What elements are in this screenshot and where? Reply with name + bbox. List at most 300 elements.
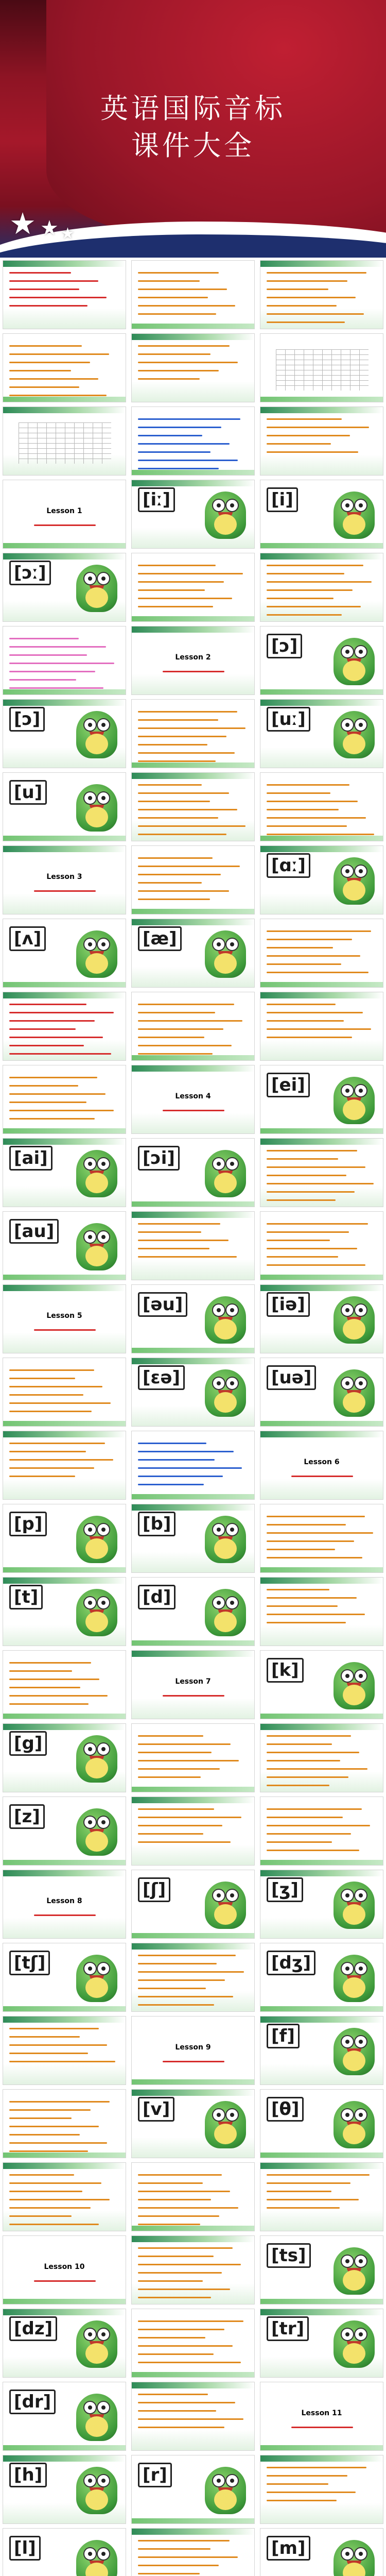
text-line (138, 2337, 205, 2338)
phonetic-table (276, 349, 369, 391)
text-line (267, 1223, 368, 1225)
dinosaur-mascot-icon (334, 1369, 375, 1417)
text-line (267, 1752, 359, 1753)
text-line (138, 801, 210, 802)
dinosaur-mascot-icon (76, 711, 117, 758)
phonetic-symbol: [uə] (267, 1365, 316, 1390)
text-line (267, 1240, 330, 1241)
slide-thumbnail[interactable] (260, 1870, 383, 1939)
text-line (267, 1020, 344, 1022)
text-line (267, 1825, 370, 1826)
lesson-heading: Lesson 2 (175, 653, 211, 662)
text-line (138, 784, 202, 786)
text-line (138, 1963, 217, 1964)
slide-thumbnail[interactable] (260, 1943, 383, 2012)
phonetic-symbol: [t] (9, 1585, 43, 1609)
text-line (138, 2345, 233, 2347)
text-line (138, 1825, 222, 1826)
lesson-heading: Lesson 5 (46, 1312, 82, 1320)
phonetic-symbol: [h] (9, 2463, 47, 2487)
slide-thumbnail[interactable] (260, 1065, 383, 1134)
dinosaur-mascot-icon (334, 1955, 375, 2002)
slide-thumbnail[interactable] (131, 2162, 255, 2231)
dinosaur-mascot-icon (205, 1882, 246, 1929)
text-line (138, 2199, 211, 2200)
slide-thumbnail[interactable] (3, 1870, 126, 1939)
text-line (138, 1752, 212, 1753)
slide-thumbnail[interactable] (131, 2528, 255, 2576)
slide-thumbnail[interactable] (3, 1065, 126, 1134)
text-line (9, 1703, 89, 1705)
text-line (138, 2182, 203, 2184)
slide-thumbnail[interactable] (260, 1138, 383, 1207)
text-line (267, 427, 369, 428)
text-line (267, 1183, 374, 1184)
slide-thumbnail[interactable] (3, 2162, 126, 2231)
slide-thumbnail[interactable] (260, 1211, 383, 1280)
text-line (9, 395, 107, 396)
slide-thumbnail[interactable] (3, 2016, 126, 2085)
dinosaur-mascot-icon (334, 2247, 375, 2295)
text-line (138, 736, 226, 737)
cover-title-line1: 英语国际音标 (100, 92, 286, 125)
lesson-heading: Lesson 7 (175, 1677, 211, 1686)
lesson-heading: Lesson 1 (46, 507, 82, 515)
slide-thumbnail[interactable] (260, 919, 383, 988)
dinosaur-mascot-icon (76, 1589, 117, 1636)
text-line (267, 1166, 365, 1168)
dinosaur-mascot-icon (334, 1882, 375, 1929)
phonetic-symbol: [æ] (138, 926, 182, 951)
text-line (138, 443, 230, 445)
text-line (138, 2224, 200, 2225)
dinosaur-mascot-icon (205, 1296, 246, 1344)
text-line (9, 386, 79, 388)
slide-thumbnail[interactable] (260, 2089, 383, 2158)
text-line (267, 1231, 349, 1233)
phonetic-symbol: [d] (138, 1585, 176, 1609)
slide-thumbnail[interactable] (3, 480, 126, 549)
phonetic-symbol: [p] (9, 1512, 47, 1536)
dinosaur-mascot-icon (334, 2028, 375, 2075)
star-icon: ★ (9, 206, 36, 241)
slide-thumbnail[interactable] (131, 1650, 255, 1719)
text-line (138, 1808, 214, 1810)
lesson-heading: Lesson 9 (175, 2043, 211, 2052)
slide-thumbnail[interactable] (3, 2528, 126, 2576)
text-line (138, 1484, 204, 1485)
text-line (267, 1158, 338, 1160)
slide-thumbnail[interactable] (3, 1504, 126, 1573)
slide-thumbnail[interactable] (260, 1797, 383, 1866)
star-icon: ★ (40, 216, 59, 240)
phonetic-symbol: [ɑː] (267, 853, 310, 878)
slide-thumbnail[interactable] (131, 260, 255, 329)
slide-thumbnail[interactable] (131, 1723, 255, 1792)
text-line (138, 2174, 222, 2176)
text-line (9, 2191, 82, 2192)
text-line (267, 598, 334, 599)
text-line (138, 1476, 223, 1477)
text-line (138, 427, 221, 428)
slide-thumbnail[interactable] (3, 1797, 126, 1866)
text-line (34, 890, 96, 892)
text-line (138, 573, 243, 574)
lesson-heading: Lesson 11 (301, 2409, 342, 2417)
phonetic-symbol: [l] (9, 2536, 41, 2561)
text-line (267, 1735, 351, 1737)
text-line (9, 1467, 94, 1469)
text-line (267, 2199, 359, 2200)
slide-thumbnail[interactable] (131, 699, 255, 768)
text-line (138, 313, 216, 315)
slide-thumbnail[interactable] (260, 699, 383, 768)
slide-thumbnail[interactable] (131, 1211, 255, 1280)
slide-thumbnail[interactable] (131, 1065, 255, 1134)
slide-thumbnail[interactable] (131, 333, 255, 402)
slide-thumbnail[interactable] (131, 1870, 255, 1939)
dinosaur-mascot-icon (205, 930, 246, 978)
text-line (9, 1679, 99, 1680)
text-line (138, 857, 213, 859)
text-line (138, 589, 205, 591)
text-line (9, 1476, 75, 1477)
phonetic-symbol: [ʌ] (9, 926, 46, 951)
phonetic-symbol: [m] (267, 2536, 310, 2561)
text-line (138, 1012, 215, 1013)
text-line (267, 1817, 343, 1818)
slide-thumbnail[interactable] (260, 2235, 383, 2304)
text-line (138, 598, 232, 599)
slide-thumbnail[interactable] (260, 553, 383, 622)
slide-thumbnail[interactable] (260, 992, 383, 1061)
text-line (138, 1817, 241, 1818)
slide-thumbnail[interactable] (3, 2382, 126, 2451)
slide-thumbnail[interactable] (3, 1284, 126, 1353)
slide-thumbnail[interactable] (260, 406, 383, 476)
text-line (9, 1662, 91, 1664)
text-line (34, 1329, 96, 1331)
text-line (138, 1768, 220, 1770)
slide-thumbnail[interactable] (131, 1504, 255, 1573)
text-line (9, 1118, 95, 1120)
text-line (138, 2207, 238, 2209)
slide-thumbnail[interactable] (260, 626, 383, 695)
dinosaur-mascot-icon (76, 2467, 117, 2514)
slide-thumbnail[interactable] (260, 480, 383, 549)
text-line (138, 890, 229, 892)
slide-thumbnail[interactable] (131, 2235, 255, 2304)
text-line (9, 2126, 99, 2127)
text-line (138, 719, 218, 721)
text-line (267, 809, 339, 810)
slide-thumbnail[interactable] (260, 2309, 383, 2378)
slide-thumbnail[interactable] (3, 699, 126, 768)
text-line (138, 1776, 201, 1778)
slide-thumbnail[interactable] (260, 2016, 383, 2085)
slide-thumbnail[interactable] (3, 2309, 126, 2378)
text-line (138, 1979, 225, 1981)
slide-thumbnail[interactable] (131, 1797, 255, 1866)
slide-thumbnail[interactable] (260, 2528, 383, 2576)
slide-thumbnail[interactable] (3, 1358, 126, 1427)
text-line (163, 2061, 224, 2062)
text-line (138, 2215, 219, 2217)
text-line (9, 1101, 86, 1103)
slide-thumbnail[interactable] (3, 1650, 126, 1719)
slide-thumbnail[interactable] (3, 1138, 126, 1207)
dinosaur-mascot-icon (334, 638, 375, 685)
text-line (138, 817, 218, 819)
slide-thumbnail[interactable] (3, 1577, 126, 1646)
text-line (138, 1256, 237, 1258)
text-line (138, 289, 227, 290)
text-line (138, 468, 219, 469)
text-line (267, 2207, 340, 2209)
text-line (138, 1240, 229, 1241)
dinosaur-mascot-icon (205, 492, 246, 539)
text-line (9, 2215, 72, 2217)
text-line (138, 1760, 239, 1761)
text-line (9, 2109, 91, 2111)
phonetic-symbol: [ɔ] (9, 707, 45, 732)
text-line (267, 1785, 329, 1786)
slide-thumbnail[interactable] (3, 406, 126, 476)
text-line (138, 1988, 206, 1989)
text-line (267, 1850, 359, 1851)
text-line (267, 305, 337, 307)
text-line (138, 581, 224, 583)
slide-thumbnail[interactable] (260, 2455, 383, 2524)
text-line (267, 817, 366, 819)
slide-thumbnail[interactable] (260, 1577, 383, 1646)
phonetic-symbol: [b] (138, 1512, 176, 1536)
text-line (138, 1223, 220, 1225)
slide-thumbnail[interactable] (3, 626, 126, 695)
text-line (138, 1743, 231, 1745)
slide-thumbnail[interactable] (3, 1431, 126, 1500)
text-line (267, 1028, 371, 1030)
phonetic-symbol: [ɔː] (9, 561, 51, 585)
slide-thumbnail[interactable] (260, 333, 383, 402)
slide-thumbnail[interactable] (3, 1943, 126, 2012)
slide-thumbnail[interactable] (3, 2089, 126, 2158)
text-line (138, 362, 238, 363)
phonetic-symbol: [dz] (9, 2316, 57, 2341)
text-line (267, 1175, 346, 1176)
slide-thumbnail[interactable] (131, 553, 255, 622)
dinosaur-mascot-icon (334, 857, 375, 905)
text-line (9, 1045, 84, 1046)
text-line (267, 930, 371, 932)
text-line (267, 2500, 337, 2501)
slide-thumbnail[interactable] (3, 553, 126, 622)
slide-thumbnail[interactable] (131, 1138, 255, 1207)
dinosaur-mascot-icon (76, 784, 117, 832)
text-line (267, 418, 342, 420)
dinosaur-mascot-icon (205, 1150, 246, 1197)
text-line (267, 1540, 354, 1542)
slide-thumbnail[interactable] (3, 992, 126, 1061)
text-line (267, 784, 349, 786)
slide-thumbnail[interactable] (260, 1504, 383, 1573)
slide-thumbnail[interactable] (3, 260, 126, 329)
text-line (267, 1614, 365, 1615)
text-line (267, 573, 344, 574)
text-line (9, 1028, 76, 1030)
text-line (34, 2280, 96, 2282)
slide-thumbnail[interactable] (131, 992, 255, 1061)
slide-thumbnail[interactable] (131, 1358, 255, 1427)
text-line (267, 1743, 332, 1745)
slide-thumbnail[interactable] (131, 406, 255, 476)
dinosaur-mascot-icon (76, 1955, 117, 2002)
text-line (138, 606, 213, 607)
dinosaur-mascot-icon (334, 1077, 375, 1124)
text-line (138, 1833, 203, 1835)
slide-thumbnail[interactable] (131, 2309, 255, 2378)
slide-thumbnail[interactable] (260, 2382, 383, 2451)
text-line (9, 2182, 101, 2184)
slide-thumbnail[interactable] (3, 1723, 126, 1792)
slide-thumbnail[interactable] (131, 845, 255, 914)
text-line (138, 2280, 203, 2282)
text-line (9, 679, 76, 681)
slide-thumbnail[interactable] (260, 2162, 383, 2231)
slide-thumbnail[interactable] (260, 1284, 383, 1353)
dinosaur-mascot-icon (334, 711, 375, 758)
text-line (267, 939, 352, 940)
slide-thumbnail[interactable] (3, 333, 126, 402)
text-line (267, 1597, 357, 1599)
text-line (138, 1955, 236, 1956)
text-line (138, 1231, 201, 1233)
slide-thumbnail[interactable] (131, 626, 255, 695)
phonetic-symbol: [ei] (267, 1073, 310, 1097)
slide-thumbnail[interactable] (3, 772, 126, 841)
text-line (9, 638, 79, 639)
slide-thumbnail[interactable] (3, 1211, 126, 1280)
text-line (267, 280, 347, 282)
phonetic-symbol: [r] (138, 2463, 172, 2487)
text-line (138, 792, 229, 794)
phonetic-symbol: [dr] (9, 2389, 56, 2414)
text-line (138, 2320, 243, 2322)
slide-thumbnail[interactable] (260, 1650, 383, 1719)
text-line (9, 280, 98, 282)
slide-thumbnail[interactable] (3, 845, 126, 914)
slide-thumbnail[interactable] (260, 845, 383, 914)
text-line (9, 2044, 107, 2046)
text-line (138, 1004, 234, 1005)
text-line (267, 321, 345, 323)
text-line (138, 2256, 214, 2257)
text-line (138, 305, 235, 307)
text-line (138, 2565, 219, 2566)
text-line (138, 2410, 216, 2412)
slide-thumbnail[interactable] (131, 2089, 255, 2158)
text-line (9, 297, 107, 298)
phonetic-symbol: [k] (267, 1658, 304, 1683)
text-line (267, 1605, 338, 1607)
slide-thumbnail[interactable] (3, 919, 126, 988)
text-line (267, 825, 347, 827)
phonetic-symbol: [z] (9, 1804, 45, 1829)
text-line (267, 614, 342, 616)
slide-thumbnail[interactable] (131, 1943, 255, 2012)
text-line (267, 1256, 338, 1258)
slide-thumbnail[interactable] (260, 1431, 383, 1500)
text-line (9, 2101, 110, 2103)
text-line (9, 305, 87, 307)
slide-thumbnail[interactable] (131, 2016, 255, 2085)
text-line (267, 1199, 336, 1201)
slide-thumbnail[interactable] (3, 2235, 126, 2304)
text-line (9, 1110, 114, 1111)
text-line (267, 1264, 365, 1266)
slide-thumbnail[interactable] (131, 1284, 255, 1353)
text-line (9, 1037, 103, 1038)
phonetic-symbol: [i] (267, 487, 298, 512)
phonetic-symbol: [iə] (267, 1292, 310, 1317)
text-line (9, 1451, 86, 1452)
slide-thumbnail[interactable] (260, 260, 383, 329)
text-line (138, 2427, 224, 2428)
slide-thumbnail[interactable] (260, 1358, 383, 1427)
text-line (267, 2483, 328, 2485)
text-line (9, 2036, 80, 2038)
phonetic-symbol: [ʃ] (138, 1877, 170, 1902)
phonetic-symbol: [au] (9, 1219, 59, 1244)
text-line (138, 711, 237, 713)
slide-thumbnail[interactable] (260, 1723, 383, 1792)
slide-thumbnail[interactable] (131, 480, 255, 549)
text-line (267, 1191, 355, 1193)
text-line (163, 1695, 224, 1697)
slide-thumbnail[interactable] (131, 772, 255, 841)
text-line (138, 2394, 208, 2395)
text-line (138, 834, 226, 835)
slide-thumbnail[interactable] (131, 1431, 255, 1500)
text-line (267, 313, 364, 315)
dinosaur-mascot-icon (76, 1150, 117, 1197)
slide-thumbnail[interactable] (131, 2382, 255, 2451)
text-line (9, 1670, 72, 1672)
dinosaur-mascot-icon (334, 492, 375, 539)
text-line (267, 606, 361, 607)
text-line (138, 2264, 241, 2265)
text-line (138, 1053, 213, 1055)
text-line (267, 451, 358, 453)
slide-thumbnail[interactable] (260, 772, 383, 841)
text-line (267, 1524, 346, 1526)
text-line (138, 272, 219, 274)
text-line (267, 947, 333, 948)
slide-thumbnail[interactable] (131, 919, 255, 988)
text-line (267, 2475, 347, 2477)
text-line (9, 2142, 107, 2144)
text-line (267, 1532, 373, 1534)
text-line (138, 1971, 244, 1973)
slide-thumbnail[interactable] (3, 2455, 126, 2524)
text-line (138, 825, 245, 827)
slide-thumbnail[interactable] (131, 2455, 255, 2524)
text-line (138, 1020, 242, 1022)
phonetic-symbol: [f] (267, 2024, 300, 2048)
text-line (9, 2117, 72, 2119)
text-line (267, 1012, 363, 1013)
slide-thumbnail[interactable] (131, 1577, 255, 1646)
